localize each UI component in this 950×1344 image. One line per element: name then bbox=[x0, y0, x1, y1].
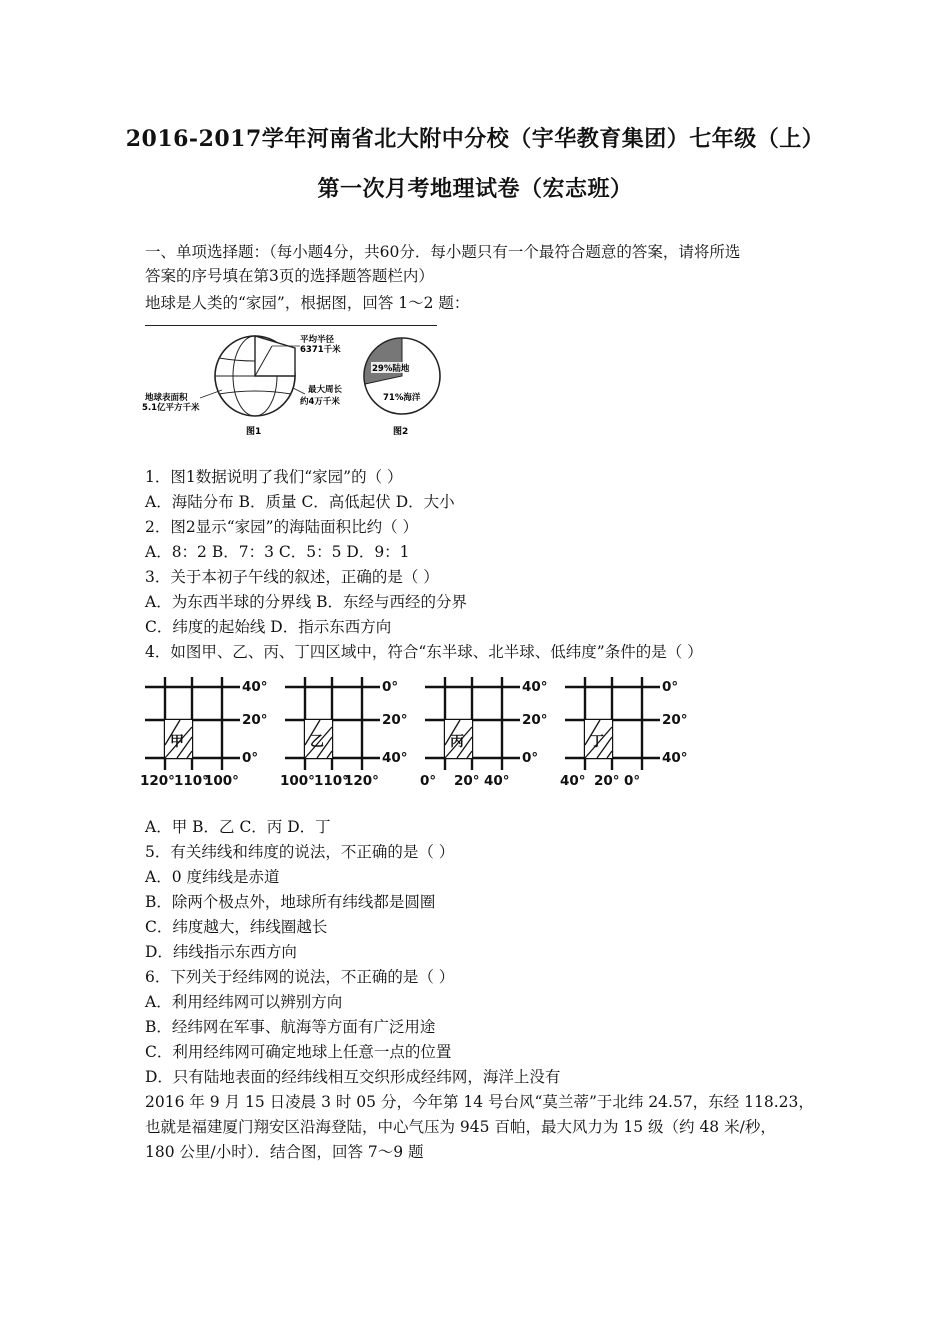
longitude-label: 0° bbox=[624, 773, 641, 789]
latlong-grids bbox=[140, 675, 700, 793]
longitude-label: 40° bbox=[560, 773, 586, 789]
page-subtitle: 第一次月考地理试卷（宏志班） bbox=[317, 176, 633, 202]
question-6-option-d: D．只有陆地表面的经纬线相互交织形成经纬网，海洋上没有 bbox=[145, 1068, 561, 1086]
question-5-option-a: A．0 度纬线是赤道 bbox=[145, 868, 280, 886]
question-1-options: A．海陆分布 B．质量 C．高低起伏 D．大小 bbox=[145, 493, 455, 511]
question-2-options: A．8：2 B．7：3 C．5：5 D．9：1 bbox=[145, 543, 410, 561]
longitude-label: 120° bbox=[344, 773, 379, 789]
longitude-label: 110° bbox=[174, 773, 209, 789]
section-intro-cont: 答案的序号填在第3页的选择题答题栏内） bbox=[145, 267, 434, 285]
latitude-label: 20° bbox=[242, 712, 268, 728]
question-4: 4．如图甲、乙、丙、丁四区域中，符合“东半球、北半球、低纬度”条件的是（ ） bbox=[145, 643, 703, 661]
question-6-option-c: C．利用经纬网可确定地球上任意一点的位置 bbox=[145, 1043, 452, 1061]
latitude-label: 0° bbox=[522, 750, 539, 766]
typhoon-context-cont: 也就是福建厦门翔安区沿海登陆，中心气压为 945 百帕，最大风力为 15 级（约 48 米/秒， bbox=[145, 1118, 776, 1136]
section-intro: 一、单项选择题：（每小题4分，共60分．每小题只有一个最符合题意的答案，请将所选 bbox=[145, 243, 741, 261]
question-1: 1．图1数据说明了我们“家园”的（ ） bbox=[145, 468, 403, 486]
latitude-label: 40° bbox=[242, 679, 268, 695]
divider bbox=[145, 325, 437, 326]
globe-diagram bbox=[142, 334, 343, 437]
question-3-options-b: C．纬度的起始线 D．指示东西方向 bbox=[145, 618, 392, 636]
grid-4 bbox=[560, 677, 688, 789]
longitude-label: 20° bbox=[594, 773, 620, 789]
typhoon-context: 2016 年 9 月 15 日凌晨 3 时 05 分，今年第 14 号台风“莫兰蒂”于北纬 24.57，东经 118.23， bbox=[145, 1093, 814, 1111]
question-3-options-a: A．为东西半球的分界线 B．东经与西经的分界 bbox=[145, 593, 468, 611]
latitude-label: 40° bbox=[522, 679, 548, 695]
latitude-label: 0° bbox=[382, 679, 399, 695]
grid-1 bbox=[140, 677, 268, 789]
longitude-label: 100° bbox=[280, 773, 315, 789]
radius-label: 平均半径 bbox=[300, 335, 335, 345]
ocean-label: 71%海洋 bbox=[383, 393, 421, 403]
radius-value: 6371千米 bbox=[300, 345, 341, 355]
region-label: 乙 bbox=[310, 734, 324, 750]
grid-3 bbox=[420, 677, 548, 789]
region-label: 丁 bbox=[590, 734, 604, 750]
latitude-label: 0° bbox=[662, 679, 679, 695]
latitude-label: 0° bbox=[242, 750, 259, 766]
figure2-caption: 图2 bbox=[393, 427, 409, 437]
question-3: 3．关于本初子午线的叙述，正确的是（ ） bbox=[145, 568, 439, 586]
question-2: 2．图2显示“家园”的海陆面积比约（ ） bbox=[145, 518, 418, 536]
region-label: 甲 bbox=[170, 734, 184, 750]
longitude-label: 40° bbox=[484, 773, 510, 789]
question-5-option-b: B．除两个极点外，地球所有纬线都是圆圈 bbox=[145, 893, 436, 911]
typhoon-context-end: 180 公里/小时）．结合图，回答 7～9 题 bbox=[145, 1143, 424, 1161]
figure1-caption: 图1 bbox=[246, 427, 262, 437]
question-6-option-b: B．经纬网在军事、航海等方面有广泛用途 bbox=[145, 1018, 436, 1036]
latitude-label: 20° bbox=[382, 712, 408, 728]
question-5: 5．有关纬线和纬度的说法，不正确的是（ ） bbox=[145, 843, 455, 861]
latitude-label: 40° bbox=[662, 750, 688, 766]
question-6-option-a: A．利用经纬网可以辨别方向 bbox=[145, 993, 343, 1011]
page-title: 2016-2017学年河南省北大附中分校（宇华教育集团）七年级（上） bbox=[125, 126, 825, 152]
area-value: 5.1亿平方千米 bbox=[142, 403, 200, 413]
circumference-label: 最大周长 bbox=[308, 385, 343, 395]
region-label: 丙 bbox=[450, 734, 464, 750]
grid-2 bbox=[280, 677, 408, 789]
area-label: 地球表面积 bbox=[145, 393, 188, 403]
longitude-label: 110° bbox=[314, 773, 349, 789]
latitude-label: 40° bbox=[382, 750, 408, 766]
question-6: 6．下列关于经纬网的说法，不正确的是（ ） bbox=[145, 968, 455, 986]
question-4-options: A．甲 B．乙 C．丙 D．丁 bbox=[145, 818, 331, 836]
latitude-label: 20° bbox=[662, 712, 688, 728]
circumference-value: 约4万千米 bbox=[300, 397, 340, 407]
longitude-label: 120° bbox=[140, 773, 175, 789]
question-5-option-d: D．纬线指示东西方向 bbox=[145, 943, 297, 961]
context-text: 地球是人类的“家园”，根据图，回答 1～2 题： bbox=[145, 294, 470, 312]
latitude-label: 20° bbox=[522, 712, 548, 728]
land-label: 29%陆地 bbox=[372, 364, 410, 374]
longitude-label: 0° bbox=[420, 773, 437, 789]
land-ocean-pie bbox=[364, 338, 440, 437]
earth-figure bbox=[140, 328, 450, 440]
question-5-option-c: C．纬度越大，纬线圈越长 bbox=[145, 918, 328, 936]
longitude-label: 100° bbox=[204, 773, 239, 789]
longitude-label: 20° bbox=[454, 773, 480, 789]
